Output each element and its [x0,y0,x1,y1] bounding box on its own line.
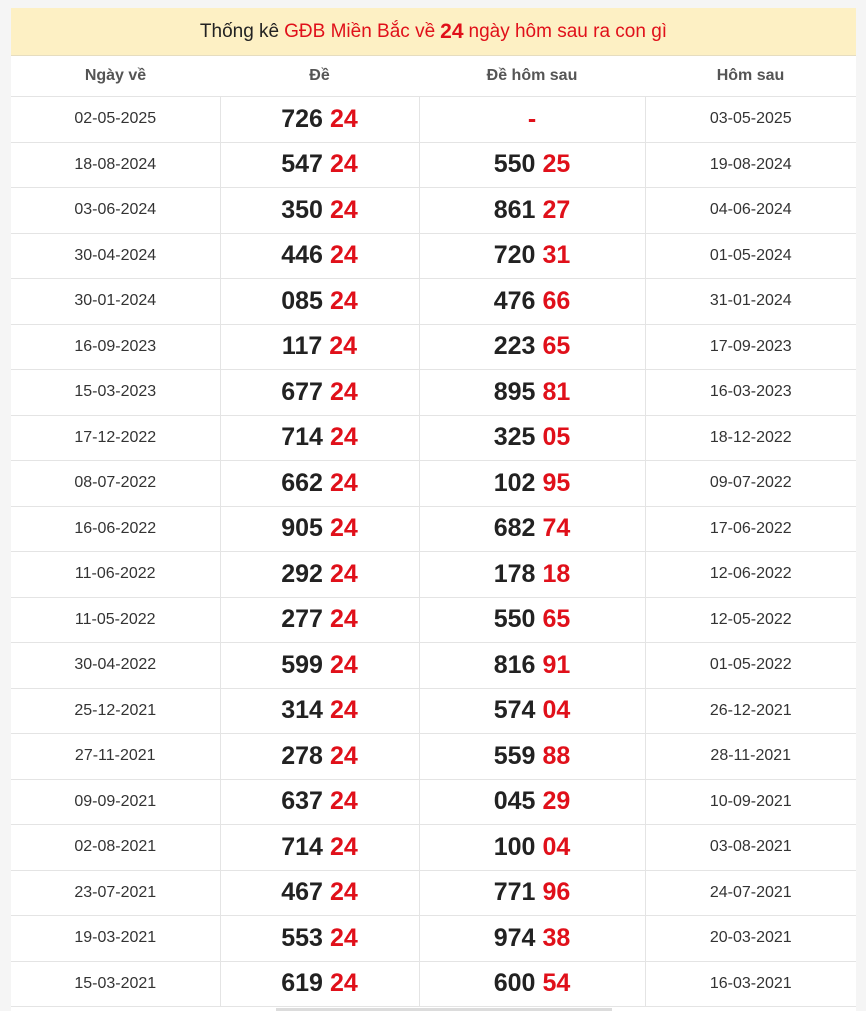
de-tail: 24 [329,332,358,361]
next-de-head: 102 [493,468,536,497]
cell-date: 09-09-2021 [11,779,220,825]
cell-de [220,643,419,689]
column-header-de: Đề [220,56,419,97]
results-table [11,56,856,1007]
cell-next-de [419,870,645,916]
cell-next-date: 26-12-2021 [645,688,856,734]
de-tail: 24 [329,468,358,497]
next-de-head: 861 [493,195,536,224]
table-row [11,688,856,734]
next-de-head: 045 [493,787,536,816]
page-title [11,8,856,56]
table-row [11,643,856,689]
table-row [11,597,856,643]
next-de-head: 550 [493,605,536,634]
table-row [11,870,856,916]
table-row [11,370,856,416]
title-link[interactable]: GĐB Miền Bắc về [284,20,436,42]
cell-next-date: 16-03-2021 [645,961,856,1007]
de-tail: 24 [329,605,358,634]
table-row [11,552,856,598]
table-row [11,279,856,325]
cell-next-de [419,961,645,1007]
cell-next-date: 17-06-2022 [645,506,856,552]
table-row [11,97,856,143]
cell-next-de [419,233,645,279]
next-de-tail: 05 [542,423,571,452]
next-de-head: 559 [493,741,536,770]
cell-next-date: 01-05-2022 [645,643,856,689]
next-de-tail: 27 [542,195,571,224]
cell-next-de [419,415,645,461]
cell-next-de [419,825,645,871]
cell-next-de [419,779,645,825]
next-de-tail: 31 [542,241,571,270]
cell-next-de [419,461,645,507]
cell-de [220,97,419,143]
table-row [11,916,856,962]
de-head: 553 [281,923,323,952]
table-row [11,779,856,825]
cell-next-de [419,142,645,188]
table-row [11,961,856,1007]
cell-next-date: 19-08-2024 [645,142,856,188]
cell-next-de [419,552,645,598]
de-head: 085 [281,286,323,315]
de-head: 467 [281,878,323,907]
de-head: 278 [281,741,323,770]
cell-next-date: 03-08-2021 [645,825,856,871]
cell-de [220,552,419,598]
column-header-next-de: Đề hôm sau [419,56,645,97]
table-row [11,825,856,871]
de-head: 350 [281,195,323,224]
table-row [11,506,856,552]
cell-next-date: 10-09-2021 [645,779,856,825]
next-de-tail: 25 [542,150,571,179]
cell-date: 19-03-2021 [11,916,220,962]
de-head: 662 [281,468,323,497]
column-header-date: Ngày về [11,56,220,97]
cell-next-date: 01-05-2024 [645,233,856,279]
title-suffix[interactable]: ngày hôm sau ra con gì [468,20,668,42]
cell-date: 30-04-2024 [11,233,220,279]
cell-de [220,415,419,461]
next-de-tail: 74 [542,514,571,543]
de-tail: 24 [329,514,358,543]
de-head: 277 [281,605,323,634]
de-tail: 24 [329,423,358,452]
de-head: 446 [281,241,323,270]
next-de-tail: 04 [542,696,571,725]
cell-next-de [419,597,645,643]
de-tail: 24 [329,195,358,224]
next-de-tail: 54 [542,969,571,998]
table-row [11,142,856,188]
next-de-head: 895 [493,377,536,406]
next-de-head: 771 [493,878,536,907]
cell-next-date: 28-11-2021 [645,734,856,780]
cell-de [220,324,419,370]
next-de-tail: 18 [542,559,571,588]
de-head: 314 [281,696,323,725]
next-de-tail: 29 [542,787,571,816]
de-head: 714 [281,832,323,861]
cell-next-date: 12-05-2022 [645,597,856,643]
cell-de [220,279,419,325]
next-de-tail: 66 [542,286,571,315]
cell-next-de [419,97,645,143]
cell-date: 23-07-2021 [11,870,220,916]
next-de-head: 974 [493,923,536,952]
table-row [11,188,856,234]
cell-de [220,734,419,780]
next-de-head: 600 [493,969,536,998]
title-number[interactable]: 24 [440,19,464,43]
de-head: 726 [281,104,323,133]
de-head: 599 [281,650,323,679]
table-row [11,734,856,780]
de-tail: 24 [329,878,358,907]
cell-next-date: 31-01-2024 [645,279,856,325]
cell-de [220,597,419,643]
cell-de [220,142,419,188]
next-de-tail: 38 [542,923,571,952]
cell-next-de [419,324,645,370]
cell-date: 15-03-2021 [11,961,220,1007]
next-de-tail: 04 [542,832,571,861]
table-row [11,233,856,279]
cell-next-de [419,643,645,689]
next-de-pending: - [527,104,537,133]
cell-next-de [419,916,645,962]
next-de-tail: 91 [542,650,571,679]
table-row [11,415,856,461]
de-head: 714 [281,423,323,452]
de-head: 292 [281,559,323,588]
cell-de [220,779,419,825]
cell-next-de [419,734,645,780]
cell-next-date: 24-07-2021 [645,870,856,916]
next-de-tail: 81 [542,377,571,406]
next-de-head: 816 [493,650,536,679]
cell-date: 02-08-2021 [11,825,220,871]
cell-de [220,870,419,916]
cell-next-date: 18-12-2022 [645,415,856,461]
cell-date: 16-09-2023 [11,324,220,370]
cell-next-date: 04-06-2024 [645,188,856,234]
cell-date: 11-05-2022 [11,597,220,643]
cell-next-de [419,688,645,734]
table-row [11,461,856,507]
cell-next-date: 03-05-2025 [645,97,856,143]
de-head: 677 [281,377,323,406]
cell-date: 15-03-2023 [11,370,220,416]
cell-next-de [419,279,645,325]
de-tail: 24 [329,787,358,816]
de-tail: 24 [329,969,358,998]
cell-date: 30-04-2022 [11,643,220,689]
cell-de [220,961,419,1007]
cell-next-date: 16-03-2023 [645,370,856,416]
de-tail: 24 [329,923,358,952]
next-de-tail: 96 [542,878,571,907]
de-tail: 24 [329,286,358,315]
de-tail: 24 [329,377,358,406]
cell-date: 30-01-2024 [11,279,220,325]
next-de-tail: 88 [542,741,571,770]
de-tail: 24 [329,104,358,133]
de-tail: 24 [329,696,358,725]
cell-next-de [419,506,645,552]
cell-next-de [419,188,645,234]
stats-panel [11,8,856,1011]
cell-de [220,370,419,416]
next-de-head: 682 [493,514,536,543]
cell-de [220,916,419,962]
next-de-tail: 95 [542,468,571,497]
title-prefix: Thống kê [199,20,280,42]
de-tail: 24 [329,150,358,179]
next-de-head: 476 [493,286,536,315]
next-de-head: 100 [493,832,536,861]
cell-de [220,233,419,279]
next-de-head: 550 [493,150,536,179]
cell-de [220,688,419,734]
de-tail: 24 [329,559,358,588]
cell-date: 03-06-2024 [11,188,220,234]
de-head: 619 [281,969,323,998]
de-head: 905 [281,514,323,543]
cell-de [220,188,419,234]
next-de-head: 325 [493,423,536,452]
cell-de [220,506,419,552]
next-de-head: 178 [493,559,536,588]
cell-next-date: 20-03-2021 [645,916,856,962]
de-tail: 24 [329,650,358,679]
next-de-tail: 65 [542,332,571,361]
cell-date: 16-06-2022 [11,506,220,552]
cell-date: 17-12-2022 [11,415,220,461]
cell-date: 11-06-2022 [11,552,220,598]
de-head: 547 [281,150,323,179]
de-head: 637 [281,787,323,816]
next-de-head: 720 [493,241,536,270]
cell-date: 02-05-2025 [11,97,220,143]
de-tail: 24 [329,832,358,861]
table-row [11,324,856,370]
cell-next-date: 17-09-2023 [645,324,856,370]
next-de-tail: 65 [542,605,571,634]
de-tail: 24 [329,741,358,770]
next-de-head: 574 [493,696,536,725]
cell-next-de [419,370,645,416]
column-header-next-date: Hôm sau [645,56,856,97]
cell-de [220,825,419,871]
next-de-head: 223 [493,332,536,361]
de-tail: 24 [329,241,358,270]
cell-date: 25-12-2021 [11,688,220,734]
table-header-row [11,56,856,97]
cell-date: 27-11-2021 [11,734,220,780]
cell-date: 08-07-2022 [11,461,220,507]
cell-de [220,461,419,507]
de-head: 117 [281,332,323,361]
cell-next-date: 09-07-2022 [645,461,856,507]
cell-date: 18-08-2024 [11,142,220,188]
cell-next-date: 12-06-2022 [645,552,856,598]
